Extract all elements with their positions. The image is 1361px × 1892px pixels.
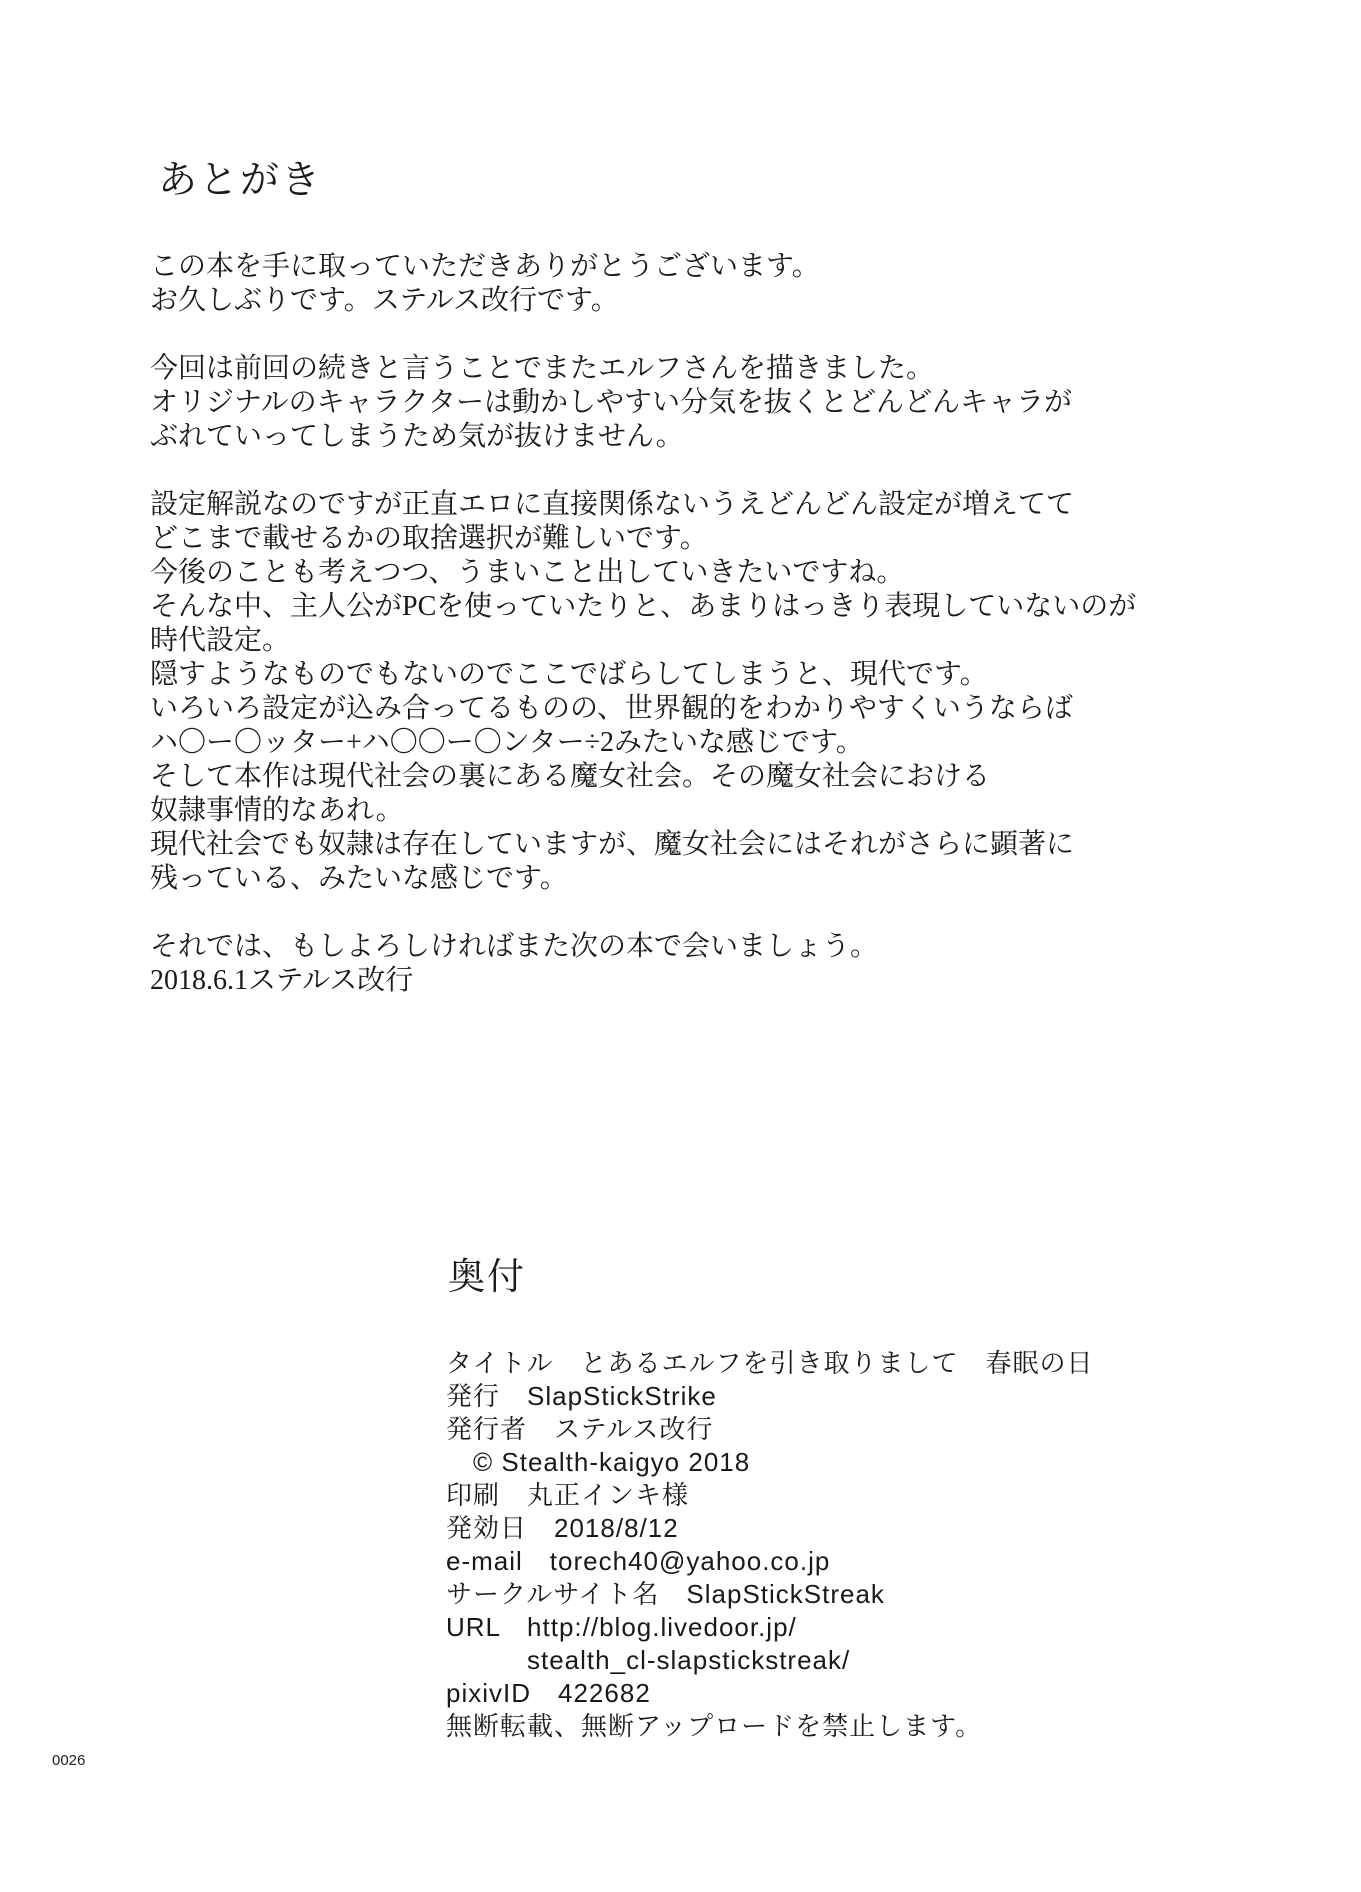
- afterword-line: ぶれていってしまうため気が抜けません。: [150, 421, 684, 452]
- afterword-line: ハ〇ー〇ッター+ハ〇〇ー〇ンター÷2みたいな感じです。: [150, 727, 864, 758]
- afterword-line: 残っている、みたいな感じです。: [150, 863, 568, 894]
- colophon-date-line: 発効日 2018/8/12: [446, 1513, 679, 1543]
- afterword-line-blank: [150, 454, 1270, 488]
- colophon-body: [446, 1347, 1146, 1743]
- afterword-line: 現代社会でも奴隷は存在していますが、魔女社会にはそれがさらに顕著に: [150, 829, 1075, 860]
- colophon-copyright-line: © Stealth-kaigyo 2018: [446, 1447, 751, 1477]
- colophon-heading: 奥付: [448, 1256, 526, 1297]
- afterword-line: どこまで載せるかの取捨選択が難しいです。: [150, 523, 708, 554]
- afterword-line: そんな中、主人公がPCを使っていたりと、あまりはっきり表現していないのが: [150, 591, 1137, 622]
- colophon-url-line-2: stealth_cl-slapstickstreak/: [446, 1645, 851, 1675]
- afterword-signature-line: 2018.6.1ステルス改行: [150, 965, 414, 996]
- afterword-line-blank: [150, 318, 1270, 352]
- afterword-body: [150, 250, 1270, 998]
- colophon-email-line: e-mail torech40@yahoo.co.jp: [446, 1546, 831, 1576]
- afterword-line: 奴隷事情的なあれ。: [150, 795, 404, 826]
- colophon-printer-line: 印刷 丸正インキ様: [446, 1480, 690, 1510]
- afterword-line: 設定解説なのですが正直エロに直接関係ないうえどんどん設定が増えてて: [150, 489, 1075, 520]
- colophon-url-line: URL http://blog.livedoor.jp/: [446, 1612, 797, 1642]
- afterword-line: 今回は前回の続きと言うことでまたエルフさんを描きました。: [150, 353, 935, 384]
- afterword-line: いろいろ設定が込み合ってるものの、世界観的をわかりやすくいうならば: [150, 693, 1073, 724]
- colophon-circle-site-line: サークルサイト名 SlapStickStreak: [446, 1579, 885, 1609]
- colophon-notice-line: 無断転載、無断アップロードを禁止します。: [446, 1711, 983, 1741]
- colophon-title-line: タイトル とあるエルフを引き取りまして 春眠の日: [446, 1348, 1094, 1378]
- colophon-publisher-line: 発行 SlapStickStrike: [446, 1381, 717, 1411]
- afterword-line: 時代設定。: [150, 625, 291, 656]
- afterword-line: この本を手に取っていただきありがとうございます。: [150, 251, 820, 282]
- colophon-author-line: 発行者 ステルス改行: [446, 1414, 714, 1444]
- afterword-line: そして本作は現代社会の裏にある魔女社会。その魔女社会における: [150, 761, 991, 792]
- afterword-line: 今後のことも考えつつ、うまいこと出していきたいですね。: [150, 557, 905, 588]
- colophon-pixiv-id-line: pixivID 422682: [446, 1678, 651, 1708]
- afterword-line: お久しぶりです。ステルス改行です。: [150, 285, 619, 316]
- afterword-line: オリジナルのキャラクターは動かしやすい分気を抜くとどんどんキャラが: [150, 387, 1073, 418]
- afterword-line: それでは、もしよろしければまた次の本で会いましょう。: [150, 931, 879, 962]
- afterword-line-blank: [150, 896, 1270, 930]
- afterword-heading: あとがき: [158, 159, 323, 202]
- afterword-line: 隠すようなものでもないのでここでばらしてしまうと、現代です。: [150, 659, 988, 690]
- page-number: 0026: [52, 1752, 86, 1769]
